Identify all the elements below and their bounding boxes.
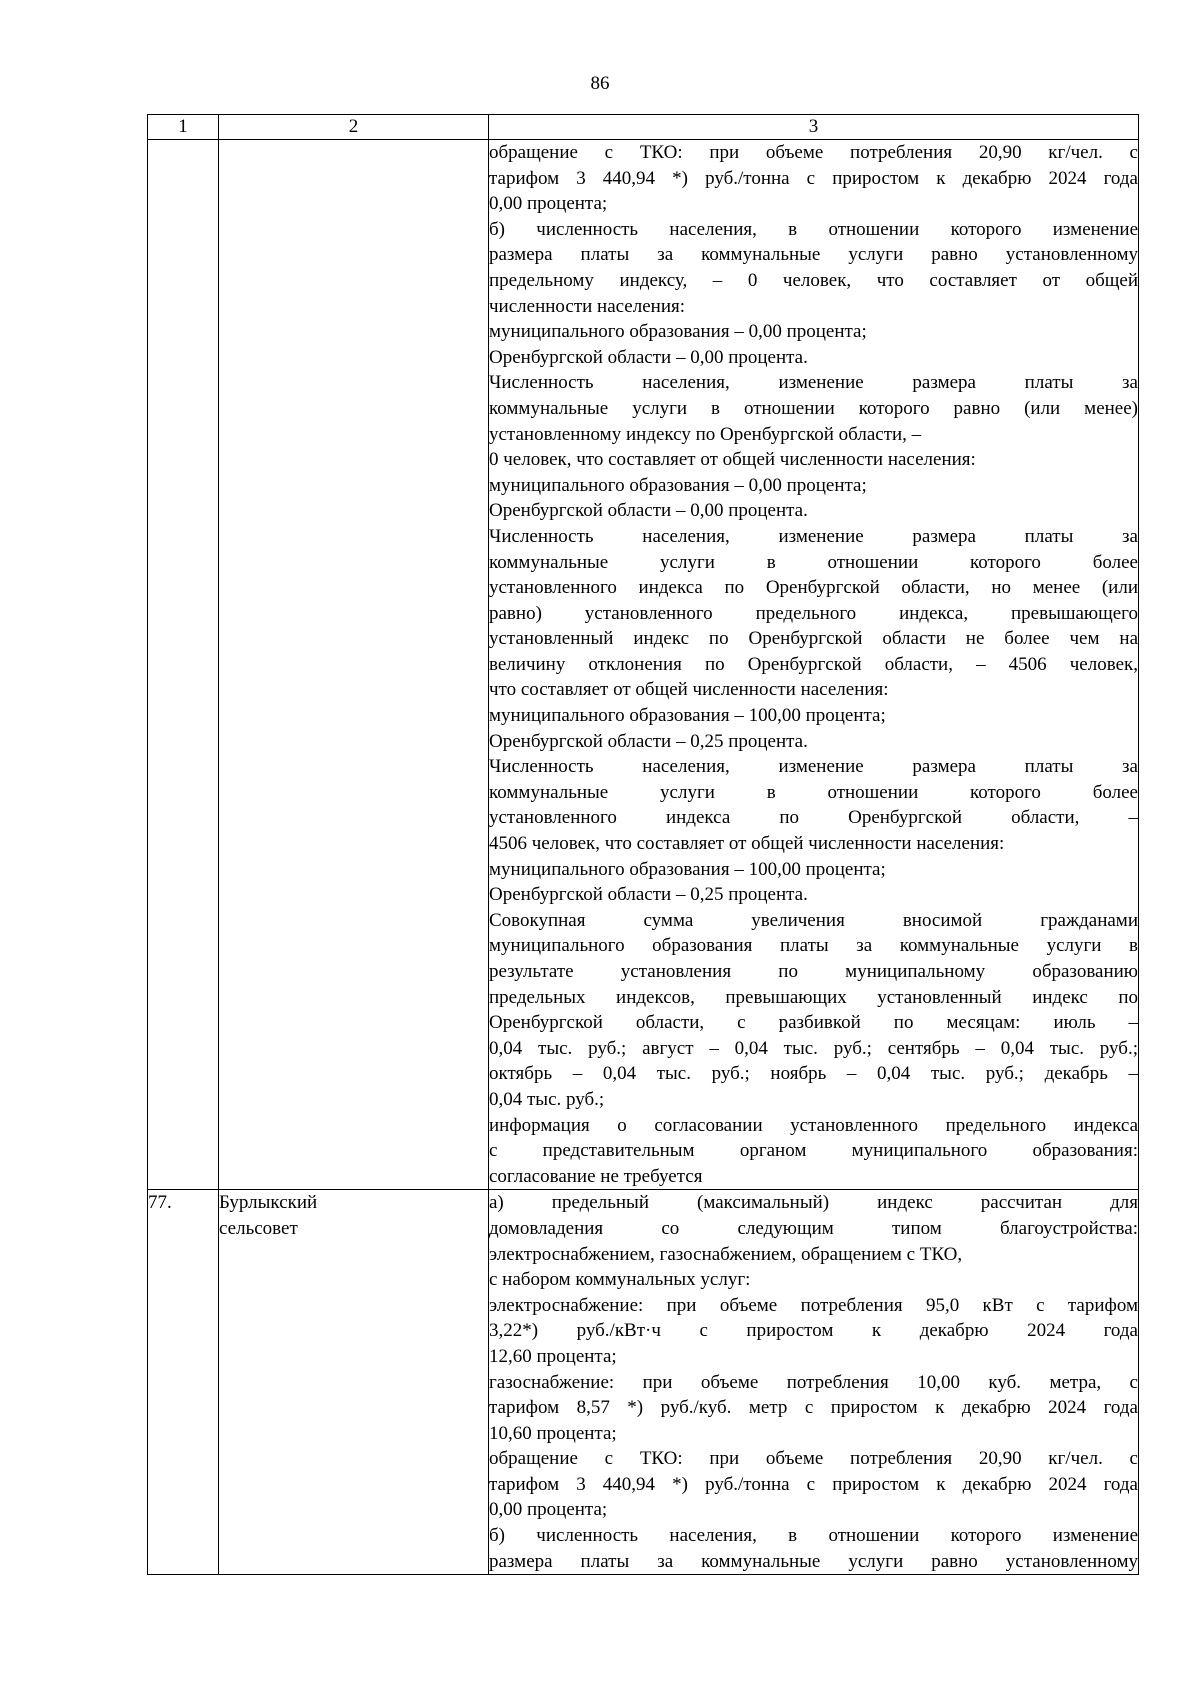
name-line: сельсовет xyxy=(219,1217,298,1239)
header-cell-1: 1 xyxy=(148,115,219,140)
content-line: установленного индекса по Оренбургской области, – xyxy=(489,807,1138,829)
content-line: Совокупная сумма увеличения вносимой гражданами xyxy=(489,909,1138,931)
content-line: предельных индексов, превышающих установленный индекс по xyxy=(489,986,1138,1008)
header-cell-2: 2 xyxy=(219,115,489,140)
content-line: тарифом 8,57 *) руб./куб. метр с приростом к декабрю 2024 года xyxy=(489,1397,1138,1419)
content-line: обращение с ТКО: при объеме потребления 20,90 кг/чел. с xyxy=(489,1448,1138,1470)
content-line: величину отклонения по Оренбургской области, – 4506 человек, xyxy=(489,653,1138,675)
content-line: муниципального образования – 0,00 процента; xyxy=(489,321,867,343)
content-line: 10,60 процента; xyxy=(489,1422,617,1444)
content-line: согласование не требуется xyxy=(489,1165,703,1187)
content-line: Численность населения, изменение размера платы за xyxy=(489,372,1138,394)
content-line: коммунальные услуги в отношении которого равно (или менее) xyxy=(489,397,1138,419)
content-line: октябрь – 0,04 тыс. руб.; ноябрь – 0,04 тыс. руб.; декабрь – xyxy=(489,1063,1138,1085)
content-line: 0 человек, что составляет от общей численности населения: xyxy=(489,449,976,471)
document-table xyxy=(147,114,1139,1575)
content-line: Оренбургской области – 0,25 процента. xyxy=(489,884,808,906)
content-line: предельному индексу, – 0 человек, что составляет от общей xyxy=(489,269,1138,291)
content-line: муниципального образования платы за коммунальные услуги в xyxy=(489,935,1138,957)
content-line: установленный индекс по Оренбургской области не более чем на xyxy=(489,628,1138,650)
header-cell-3: 3 xyxy=(489,115,1139,140)
content-line: а) предельный (максимальный) индекс рассчитан для xyxy=(489,1192,1138,1214)
content-line: равно) установленного предельного индекса, превышающего xyxy=(489,602,1138,624)
content-line: коммунальные услуги в отношении которого более xyxy=(489,781,1138,803)
content-line: размера платы за коммунальные услуги равно установленному xyxy=(489,1550,1138,1572)
content-line: 0,04 тыс. руб.; август – 0,04 тыс. руб.; сентябрь – 0,04 тыс. руб.; xyxy=(489,1037,1138,1059)
content-line: газоснабжение: при объеме потребления 10,00 куб. метра, с xyxy=(489,1371,1138,1393)
content-line: Численность населения, изменение размера платы за xyxy=(489,525,1138,547)
content-line: 12,60 процента; xyxy=(489,1345,617,1367)
row-number: 77. xyxy=(148,1190,219,1575)
table-header-row xyxy=(148,115,1139,140)
table-row-continuation xyxy=(148,140,1139,1190)
content-line: тарифом 3 440,94 *) руб./тонна с приростом к декабрю 2024 года xyxy=(489,1473,1138,1495)
content-line: 3,22*) руб./кВт·ч с приростом к декабрю 2024 года xyxy=(489,1320,1138,1342)
content-line: домовладения со следующим типом благоустройства: xyxy=(489,1217,1138,1239)
content-line: с набором коммунальных услуг: xyxy=(489,1269,751,1291)
content-line: Численность населения, изменение размера платы за xyxy=(489,756,1138,778)
content-line: 4506 человек, что составляет от общей численности населения: xyxy=(489,833,1005,855)
name-line: Бурлыкский xyxy=(219,1192,318,1214)
content-line: 0,00 процента; xyxy=(489,193,608,215)
content-line: с представительным органом муниципального образования: xyxy=(489,1140,1138,1162)
content-line: информация о согласовании установленного предельного индекса xyxy=(489,1114,1138,1136)
content-line: тарифом 3 440,94 *) руб./тонна с приростом к декабрю 2024 года xyxy=(489,167,1138,189)
content-line: муниципального образования – 100,00 процента; xyxy=(489,858,886,880)
row-content xyxy=(489,140,1139,1190)
content-line: электроснабжение: при объеме потребления 95,0 кВт с тарифом xyxy=(489,1294,1138,1316)
content-line: результате установления по муниципальному образованию xyxy=(489,961,1138,982)
content-line: муниципального образования – 100,00 процента; xyxy=(489,705,886,727)
row-number xyxy=(148,140,219,1190)
content-line: электроснабжением, газоснабжением, обращением с ТКО, xyxy=(489,1243,963,1265)
content-line: установленного индекса по Оренбургской области, но менее (или xyxy=(489,577,1138,599)
content-line: Оренбургской области – 0,25 процента. xyxy=(489,730,808,752)
content-line: муниципального образования – 0,00 процента; xyxy=(489,474,867,496)
row-name xyxy=(219,140,489,1190)
content-line: установленному индексу по Оренбургской области, – xyxy=(489,423,922,445)
page-number: 86 xyxy=(590,73,610,94)
content-line: Оренбургской области – 0,00 процента. xyxy=(489,346,808,368)
content-line: 0,00 процента; xyxy=(489,1499,608,1521)
content-line: обращение с ТКО: при объеме потребления 20,90 кг/чел. с xyxy=(489,142,1138,163)
content-line: что составляет от общей численности населения: xyxy=(489,679,889,701)
content-line: коммунальные услуги в отношении которого более xyxy=(489,551,1138,573)
content-line: 0,04 тыс. руб.; xyxy=(489,1088,605,1110)
content-line: Оренбургской области, с разбивкой по месяцам: июль – xyxy=(489,1012,1138,1034)
table-row-77 xyxy=(148,1190,1139,1575)
content-line: численности населения: xyxy=(489,295,686,317)
row-name xyxy=(219,1190,489,1575)
content-line: размера платы за коммунальные услуги равно установленному xyxy=(489,244,1138,266)
row-content xyxy=(489,1190,1139,1575)
content-line: б) численность населения, в отношении которого изменение xyxy=(489,218,1138,240)
content-line: Оренбургской области – 0,00 процента. xyxy=(489,500,808,522)
content-line: б) численность населения, в отношении которого изменение xyxy=(489,1525,1138,1547)
